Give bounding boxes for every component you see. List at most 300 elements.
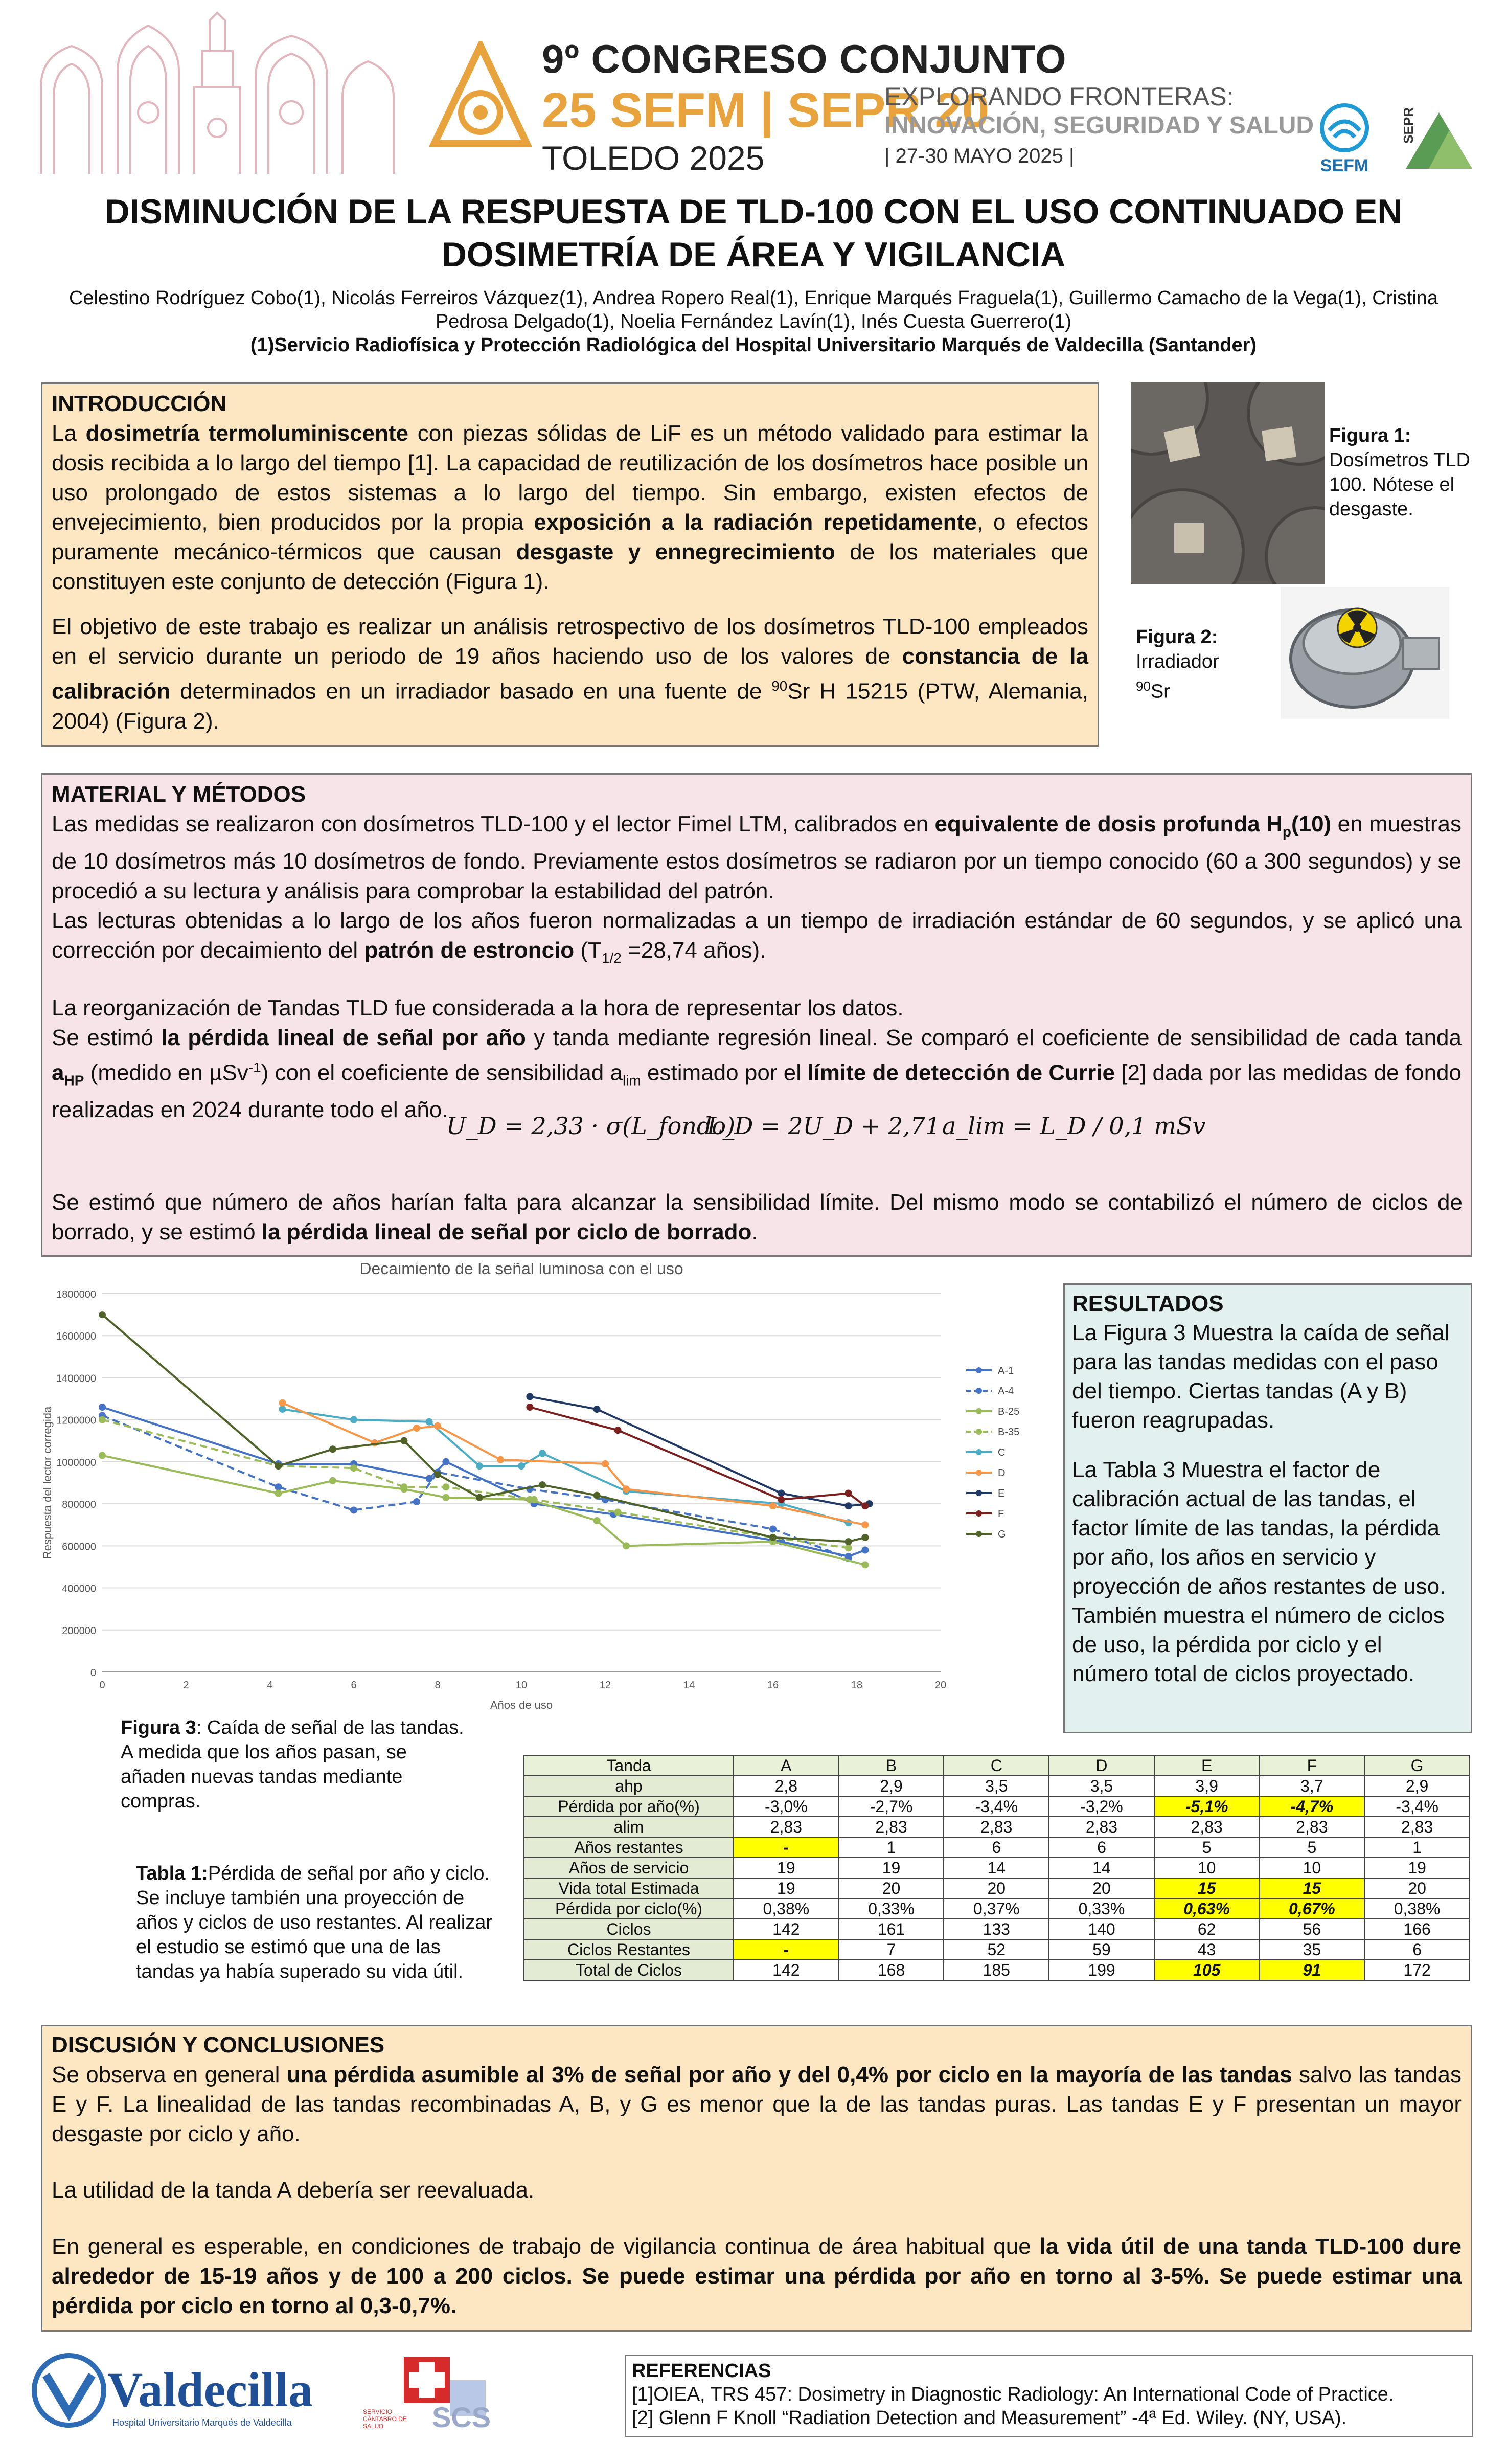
fig2-irradiator-photo xyxy=(1281,587,1449,719)
congress-location: TOLEDO 2025 xyxy=(542,139,765,177)
x-tick-label: 14 xyxy=(683,1680,695,1691)
table-cell: 0,63% xyxy=(1154,1898,1260,1919)
table-cell: 142 xyxy=(734,1919,839,1939)
references-section xyxy=(625,2355,1473,2437)
fig3-caption xyxy=(121,1715,473,1814)
table-cell: 142 xyxy=(734,1960,839,1980)
data-point-G xyxy=(593,1492,601,1499)
table-cell: -3,0% xyxy=(734,1796,839,1817)
data-point-B-25 xyxy=(275,1490,282,1497)
data-point-A-4 xyxy=(275,1483,282,1490)
x-tick-label: 0 xyxy=(99,1680,105,1691)
data-point-G xyxy=(539,1481,546,1488)
scs-logo xyxy=(353,2352,506,2439)
table-cell: 3,9 xyxy=(1154,1776,1260,1796)
table-header-cell: F xyxy=(1260,1755,1365,1776)
sefm-logo-icon xyxy=(1319,102,1370,153)
bold-run: la vida útil de una tanda TLD-100 dure alrededor de 15-19 años y de 100 a 200 ciclos. Se puede estimar una pérdida por año en torno al 3-5%. Se puede estimar una pérdida por ciclo en torno al 0,3-0,7%. xyxy=(52,2234,1462,2318)
data-point-G xyxy=(99,1311,106,1318)
y-tick-label: 1800000 xyxy=(56,1289,96,1300)
text-run: lim xyxy=(622,1072,641,1089)
sefm-logo-text: SEFM xyxy=(1320,156,1369,175)
fig2-caption-text1: Irradiador xyxy=(1136,651,1219,672)
x-tick-label: 6 xyxy=(351,1680,357,1691)
data-point-G xyxy=(275,1462,282,1470)
legend-marker-E xyxy=(976,1490,982,1496)
table-cell: 2,83 xyxy=(944,1817,1049,1837)
table-cell: -3,2% xyxy=(1049,1796,1154,1817)
data-point-C xyxy=(476,1462,483,1470)
text-run: =28,74 años). xyxy=(621,937,766,963)
bold-run: constancia de la calibración xyxy=(52,644,1088,704)
table-cell: 185 xyxy=(944,1960,1049,1980)
text-run: En general es esperable, en condiciones de trabajo de vigilancia continua de área habitual que xyxy=(52,2234,1040,2259)
table-cell: 20 xyxy=(1049,1878,1154,1898)
table-cell: 15 xyxy=(1154,1878,1260,1898)
formula-ld xyxy=(707,1112,940,1140)
chart-title: Decaimiento de la señal luminosa con el uso xyxy=(359,1263,683,1278)
valdecilla-logo xyxy=(31,2352,317,2434)
y-tick-label: 1400000 xyxy=(56,1373,96,1385)
legend-label-E: E xyxy=(998,1488,1005,1499)
results-section xyxy=(1063,1283,1472,1733)
data-point-C xyxy=(426,1418,433,1426)
results-table xyxy=(523,1755,1470,1981)
formula-alim xyxy=(942,1112,1205,1140)
text-run: El objetivo de este trabajo es realizar un análisis retrospectivo de los dosímetros TLD-100 empleados en el servicio durante un periodo de 19 años haciendo uso de los valores de xyxy=(52,614,1088,669)
table-row-label: Pérdida por año(%) xyxy=(524,1796,734,1817)
data-point-D xyxy=(769,1502,777,1509)
discussion-paragraph-1 xyxy=(52,2060,1462,2149)
text-run: 1/2 xyxy=(601,950,622,966)
data-point-F xyxy=(614,1427,622,1434)
legend-label-A-1: A-1 xyxy=(998,1365,1014,1376)
x-tick-label: 2 xyxy=(183,1680,189,1691)
table-cell: 14 xyxy=(944,1858,1049,1878)
y-tick-label: 400000 xyxy=(62,1583,96,1595)
table-cell: 5 xyxy=(1260,1837,1365,1858)
table-row-label: Años restantes xyxy=(524,1837,734,1858)
data-point-A-1 xyxy=(861,1547,869,1554)
text-run: La utilidad de la tanda A debería ser reevaluada. xyxy=(52,2178,535,2203)
text-run: [2] dada por las medidas de fondo realizadas en 2024 durante todo el año. xyxy=(52,1060,1462,1123)
table-row xyxy=(524,1817,1470,1837)
text-run: Se estimó que número de años harían falta para alcanzar la sensibilidad límite. Del mismo modo se contabilizó el número de ciclos de borrado, y se estimó xyxy=(52,1190,1463,1245)
tagline-line1: EXPLORANDO FRONTERAS: xyxy=(884,82,1234,111)
bold-run: HP xyxy=(64,1072,84,1089)
table-cell: 2,9 xyxy=(1364,1776,1470,1796)
x-axis-label: Años de uso xyxy=(490,1699,553,1711)
text-run: 90 xyxy=(771,678,788,694)
authors xyxy=(31,286,1476,357)
text-run: determinados en un irradiador basado en una fuente de xyxy=(170,679,772,704)
table-cell: 43 xyxy=(1154,1939,1260,1960)
table-cell: -3,4% xyxy=(1364,1796,1470,1817)
data-point-D xyxy=(623,1485,630,1493)
table-cell: 1 xyxy=(839,1837,944,1858)
bold-run: a xyxy=(52,1060,64,1086)
table-row xyxy=(524,1796,1470,1817)
valdecilla-logo-icon xyxy=(31,2352,107,2429)
table-cell: - xyxy=(734,1939,839,1960)
table-cell: 19 xyxy=(1364,1858,1470,1878)
table-cell: 2,83 xyxy=(1154,1817,1260,1837)
legend-marker-D xyxy=(976,1470,982,1476)
data-point-G xyxy=(769,1534,777,1541)
sefm-logo xyxy=(1314,102,1375,176)
bold-run: equivalente de dosis profunda H xyxy=(934,811,1283,837)
methods-paragraph-2 xyxy=(52,906,1462,973)
data-point-E xyxy=(845,1502,852,1509)
table-row-label: alim xyxy=(524,1817,734,1837)
data-point-B-35 xyxy=(845,1544,852,1551)
references-heading: REFERENCIAS xyxy=(632,2360,771,2382)
y-tick-label: 1000000 xyxy=(56,1457,96,1468)
poster-title xyxy=(31,190,1476,276)
table-cell: 0,37% xyxy=(944,1898,1049,1919)
data-point-B-35 xyxy=(442,1483,449,1490)
table-header-cell: D xyxy=(1049,1755,1154,1776)
authors-line1: Celestino Rodríguez Cobo(1), Nicolás Ferreiros Vázquez(1), Andrea Ropero Real(1), Enrique Marqués Fraguela(1), Guillermo Camacho de la Vega(1), Cristina xyxy=(68,287,1438,309)
table-row-label: Vida total Estimada xyxy=(524,1878,734,1898)
congress-line2: 25 SEFM | SEPR 20 xyxy=(542,83,990,138)
table-cell: -2,7% xyxy=(839,1796,944,1817)
text-run: salvo las tandas E y F. La linealidad de las tandas recombinadas A, B, y G es menor que la de las tandas puras. Las tandas E y F presentan un mayor desgaste por ciclo y año. xyxy=(52,2062,1462,2146)
bold-run: (10) xyxy=(1291,811,1332,837)
table-cell: 2,83 xyxy=(734,1817,839,1837)
bold-run: exposición a la radiación repetidamente xyxy=(534,510,977,535)
table-cell: -5,1% xyxy=(1154,1796,1260,1817)
table-cell: 166 xyxy=(1364,1919,1470,1939)
data-point-E xyxy=(593,1406,601,1413)
table-cell: - xyxy=(734,1837,839,1858)
table-cell: 3,5 xyxy=(944,1776,1049,1796)
table-cell: 133 xyxy=(944,1919,1049,1939)
fig2-caption-sup: 90 xyxy=(1136,679,1151,694)
discussion-paragraph-3 xyxy=(52,2232,1462,2321)
table-cell: 19 xyxy=(734,1878,839,1898)
table-cell: 20 xyxy=(944,1878,1049,1898)
text-run: Sr H 15215 (PTW, Alemania, 2004) (Figura 2). xyxy=(52,679,1088,734)
series-line-G xyxy=(102,1315,865,1542)
fig2-caption xyxy=(1136,625,1274,704)
table-cell: 6 xyxy=(1364,1939,1470,1960)
fig2-caption-text2: Sr xyxy=(1150,681,1170,703)
x-tick-label: 16 xyxy=(767,1680,779,1691)
bold-run: desgaste y ennegrecimiento xyxy=(516,539,835,564)
congress-tagline xyxy=(884,82,1314,168)
table-cell: 2,83 xyxy=(839,1817,944,1837)
table-cell: 105 xyxy=(1154,1960,1260,1980)
table-header-cell: A xyxy=(734,1755,839,1776)
title-line2: DOSIMETRÍA DE ÁREA Y VIGILANCIA xyxy=(441,235,1066,274)
text-run: con piezas sólidas de LiF es un método validado para estimar la dosis recibida a lo largo del tiempo [1]. La capacidad de reutilización de los dosímetros hace posible un uso prolongado de estos sistemas a lo largo del tiempo. Sin embargo, existen efectos de envejecimiento, bien producidos por la propia xyxy=(52,421,1088,535)
x-tick-label: 12 xyxy=(599,1680,611,1691)
data-point-B-25 xyxy=(861,1561,869,1568)
reference-1: [1]OIEA, TRS 457: Dosimetry in Diagnostic Radiology: An International Code of Practice. xyxy=(632,2384,1394,2405)
table-cell: 0,33% xyxy=(1049,1898,1154,1919)
legend-marker-B-35 xyxy=(976,1429,982,1435)
authors-line2: Pedrosa Delgado(1), Noelia Fernández Lavín(1), Inés Cuesta Guerrero(1) xyxy=(435,311,1072,332)
congress-logo-icon xyxy=(429,41,532,148)
data-point-B-35 xyxy=(614,1509,622,1516)
bold-run: dosimetría termoluminiscente xyxy=(85,421,409,446)
table-cell: 1 xyxy=(1364,1837,1470,1858)
table-cell: 161 xyxy=(839,1919,944,1939)
data-point-F xyxy=(526,1404,533,1411)
table-cell: 59 xyxy=(1049,1939,1154,1960)
methods-paragraph-3 xyxy=(52,993,1462,1023)
text-run: , o efectos puramente mecánico-térmicos que causan xyxy=(52,510,1088,564)
table-row xyxy=(524,1878,1470,1898)
text-run: . xyxy=(751,1219,758,1245)
data-point-B-25 xyxy=(442,1494,449,1501)
table-cell: 2,8 xyxy=(734,1776,839,1796)
table-cell: 172 xyxy=(1364,1960,1470,1980)
table-row xyxy=(524,1960,1470,1980)
data-point-F xyxy=(845,1490,852,1497)
series-line-E xyxy=(530,1396,869,1506)
fig3-caption-text: : Caída de señal de las tandas. A medida que los años pasan, se añaden nuevas tandas mediante compras. xyxy=(121,1717,464,1812)
intro-heading: INTRODUCCIÓN xyxy=(52,391,227,416)
formula-ld-text: L_D = 2U_D + 2,71 xyxy=(707,1112,941,1140)
y-tick-label: 600000 xyxy=(62,1541,96,1553)
table-cell: 7 xyxy=(839,1939,944,1960)
table-cell: 52 xyxy=(944,1939,1049,1960)
sepr-logo-text: SEPR xyxy=(1401,107,1416,144)
table-cell: 5 xyxy=(1154,1837,1260,1858)
data-point-A-4 xyxy=(413,1498,420,1505)
signal-decay-chart xyxy=(31,1263,1033,1723)
data-point-G xyxy=(861,1534,869,1541)
table-row xyxy=(524,1776,1470,1796)
fig3-caption-label: Figura 3 xyxy=(121,1717,196,1738)
data-point-D xyxy=(413,1425,420,1432)
data-point-G xyxy=(845,1538,852,1545)
table-row-label: Total de Ciclos xyxy=(524,1960,734,1980)
data-point-E xyxy=(526,1393,533,1400)
table-cell: 20 xyxy=(1364,1878,1470,1898)
table-row-label: Ciclos Restantes xyxy=(524,1939,734,1960)
y-tick-label: 1600000 xyxy=(56,1331,96,1343)
text-run: -1 xyxy=(248,1059,261,1075)
x-tick-label: 20 xyxy=(934,1680,947,1691)
legend-marker-A-4 xyxy=(976,1388,982,1394)
data-point-D xyxy=(602,1460,609,1467)
table-header-cell: Tanda xyxy=(524,1755,734,1776)
data-point-F xyxy=(778,1496,785,1503)
table-cell: 3,5 xyxy=(1049,1776,1154,1796)
data-point-B-35 xyxy=(350,1464,357,1472)
bold-run: una pérdida asumible al 3% de señal por año y del 0,4% por ciclo en la mayoría de las tandas xyxy=(286,2062,1292,2087)
table1-caption xyxy=(136,1861,494,1984)
text-run: y tanda mediante regresión lineal. Se comparó el coeficiente de sensibilidad de cada tanda xyxy=(526,1025,1462,1050)
scs-subtitle: SERVICIO CÁNTABRO DE SALUD xyxy=(363,2408,407,2430)
legend-label-D: D xyxy=(998,1467,1006,1479)
legend-label-B-25: B-25 xyxy=(998,1406,1020,1417)
data-point-E xyxy=(778,1490,785,1497)
data-point-B-35 xyxy=(400,1483,407,1490)
data-point-A-4 xyxy=(769,1525,777,1532)
bold-run: patrón de estroncio xyxy=(364,937,575,963)
text-run: ) con el coeficiente de sensibilidad a xyxy=(261,1060,623,1086)
table-cell: 140 xyxy=(1049,1919,1154,1939)
table-cell: -4,7% xyxy=(1260,1796,1365,1817)
data-point-D xyxy=(861,1521,869,1528)
table-cell: 62 xyxy=(1154,1919,1260,1939)
discussion-paragraph-2 xyxy=(52,2176,1462,2205)
formula-ud-text: U_D = 2,33 · σ(L_fondo) xyxy=(446,1112,736,1140)
x-tick-label: 8 xyxy=(435,1680,441,1691)
table-header-cell: E xyxy=(1154,1755,1260,1776)
data-point-B-25 xyxy=(329,1477,336,1484)
table-cell: 2,83 xyxy=(1049,1817,1154,1837)
table-cell: 0,33% xyxy=(839,1898,944,1919)
text-run: en muestras de 10 dosímetros más 10 dosímetros de fondo. Previamente estos dosímetros se radiaron por un tiempo conocido (60 a 300 segundos) y se procedió a su lectura y análisis para comprobar la estabilidad del patrón. xyxy=(52,811,1462,903)
table-cell: 91 xyxy=(1260,1960,1365,1980)
data-point-G xyxy=(476,1494,483,1501)
data-point-A-1 xyxy=(442,1458,449,1465)
formula-alim-text: a_lim = L_D / 0,1 mSv xyxy=(942,1112,1206,1140)
text-run: de los materiales que constituyen este conjunto de detección (Figura 1). xyxy=(52,539,1088,594)
results-paragraph-2: La Tabla 3 Muestra el factor de calibración actual de las tandas, el factor límite de las tandas, la pérdida por año, los años en servicio y proyección de años restantes de uso. También muestra el número de ciclos de uso, la pérdida por ciclo y el número total de ciclos proyectado. xyxy=(1072,1457,1446,1686)
y-axis-label: Respuesta del lector corregida xyxy=(41,1406,54,1559)
data-point-D xyxy=(434,1422,441,1430)
results-paragraph-1: La Figura 3 Muestra la caída de señal para las tandas medidas con el paso del tiempo. Ciertas tandas (A y B) fueron reagrupadas. xyxy=(1072,1320,1450,1433)
data-point-B-25 xyxy=(99,1452,106,1459)
table-row-label: Años de servicio xyxy=(524,1858,734,1878)
intro-paragraph-2 xyxy=(52,612,1088,736)
text-run: Las medidas se realizaron con dosímetros TLD-100 y el lector Fimel LTM, calibrados en xyxy=(52,811,935,837)
x-tick-label: 4 xyxy=(267,1680,273,1691)
data-point-F xyxy=(861,1502,869,1509)
bold-run: límite de detección de Currie xyxy=(807,1060,1115,1086)
table-cell: 2,9 xyxy=(839,1776,944,1796)
data-point-G xyxy=(329,1445,336,1453)
bold-run: la pérdida lineal de señal por año xyxy=(161,1025,526,1050)
legend-label-A-4: A-4 xyxy=(998,1386,1014,1397)
legend-marker-A-1 xyxy=(976,1367,982,1373)
series-line-A-1 xyxy=(102,1407,865,1556)
affiliation: (1)Servicio Radiofísica y Protección Radiológica del Hospital Universitario Marqués de Valdecilla (Santander) xyxy=(250,334,1257,356)
data-point-D xyxy=(279,1399,286,1407)
table-cell: 0,67% xyxy=(1260,1898,1365,1919)
scs-label: SCS xyxy=(432,2401,491,2433)
table-row xyxy=(524,1919,1470,1939)
intro-section xyxy=(41,382,1099,747)
table-cell: 10 xyxy=(1260,1858,1365,1878)
table-cell: 199 xyxy=(1049,1960,1154,1980)
table-cell: -3,4% xyxy=(944,1796,1049,1817)
data-point-C xyxy=(279,1406,286,1413)
text-run: (medido en µSv xyxy=(84,1060,248,1086)
x-tick-label: 10 xyxy=(515,1680,528,1691)
text-run: Las lecturas obtenidas a lo largo de los años fueron normalizadas a un tiempo de irradiación estándar de 60 segundos, y se aplicó una corrección por decaimiento del xyxy=(52,908,1462,963)
results-heading: RESULTADOS xyxy=(1072,1291,1224,1316)
table-cell: 35 xyxy=(1260,1939,1365,1960)
methods-paragraph-1 xyxy=(52,809,1462,906)
table-header-row xyxy=(524,1755,1470,1776)
table-cell: 15 xyxy=(1260,1878,1365,1898)
table-cell: 6 xyxy=(944,1837,1049,1858)
methods-paragraph-4 xyxy=(52,1023,1462,1125)
text-run: Se estimó xyxy=(52,1025,162,1050)
table-row xyxy=(524,1898,1470,1919)
data-point-B-35 xyxy=(99,1416,106,1423)
table-cell: 14 xyxy=(1049,1858,1154,1878)
reference-2: [2] Glenn F Knoll “Radiation Detection and Measurement” -4ª Ed. Wiley. (NY, USA). xyxy=(632,2407,1347,2429)
valdecilla-subtitle: Hospital Universitario Marqués de Valdecilla xyxy=(112,2417,292,2428)
text-run: Se observa en general xyxy=(52,2062,287,2087)
table-cell: 20 xyxy=(839,1878,944,1898)
fig2-caption-label: Figura 2: xyxy=(1136,626,1218,648)
data-point-B-25 xyxy=(593,1517,601,1524)
table-cell: 10 xyxy=(1154,1858,1260,1878)
table-cell: 2,83 xyxy=(1260,1817,1365,1837)
data-point-C xyxy=(539,1450,546,1457)
table-row-label: Ciclos xyxy=(524,1919,734,1939)
legend-marker-F xyxy=(976,1510,982,1517)
series-line-F xyxy=(530,1407,865,1506)
tagline-line2: INNOVACIÓN, SEGURIDAD Y SALUD xyxy=(884,112,1314,139)
table-cell: 0,38% xyxy=(734,1898,839,1919)
table-header-cell: G xyxy=(1364,1755,1470,1776)
bold-run: p xyxy=(1282,823,1292,840)
methods-heading: MATERIAL Y MÉTODOS xyxy=(52,782,306,807)
text-run: La xyxy=(52,421,86,446)
sepr-logo xyxy=(1401,107,1482,179)
text-run: (T xyxy=(574,937,602,963)
table-row xyxy=(524,1837,1470,1858)
fig1-tld-photo xyxy=(1131,382,1325,584)
data-point-G xyxy=(434,1471,441,1478)
table-row-label: ahp xyxy=(524,1776,734,1796)
data-point-B-25 xyxy=(623,1542,630,1549)
table-row xyxy=(524,1939,1470,1960)
bold-run: la pérdida lineal de señal por ciclo de borrado xyxy=(261,1219,752,1245)
table-cell: 2,83 xyxy=(1364,1817,1470,1837)
table-header-cell: C xyxy=(944,1755,1049,1776)
table-cell: 19 xyxy=(734,1858,839,1878)
series-line-B-25 xyxy=(102,1456,865,1565)
series-line-A-4 xyxy=(102,1415,849,1558)
table-row-label: Pérdida por ciclo(%) xyxy=(524,1898,734,1919)
fig1-caption-label: Figura 1: xyxy=(1329,425,1411,446)
fig1-caption-text: Dosímetros TLD 100. Nótese el desgaste. xyxy=(1329,449,1470,520)
data-point-A-1 xyxy=(426,1475,433,1482)
table1-caption-text: Pérdida de señal por año y ciclo. Se incluye también una proyección de años y ciclos de uso restantes. Al realizar el estudio se estimó que una de las tandas ya había superado su vida útil. xyxy=(136,1863,493,1982)
legend-label-C: C xyxy=(998,1447,1006,1458)
data-point-D xyxy=(497,1456,504,1463)
text-run: estimado por el xyxy=(641,1060,808,1086)
legend-label-F: F xyxy=(998,1508,1004,1520)
table-row xyxy=(524,1858,1470,1878)
table-cell: 6 xyxy=(1049,1837,1154,1858)
methods-paragraph-5-wrap xyxy=(52,1188,1463,1247)
data-point-A-1 xyxy=(99,1404,106,1411)
data-point-C xyxy=(518,1462,525,1470)
table-header-cell: B xyxy=(839,1755,944,1776)
data-point-C xyxy=(350,1416,357,1423)
table-cell: 56 xyxy=(1260,1919,1365,1939)
table-cell: 19 xyxy=(839,1858,944,1878)
legend-marker-G xyxy=(976,1531,982,1537)
valdecilla-name: Valdecilla xyxy=(107,2362,313,2417)
methods-section xyxy=(41,773,1472,1257)
congress-dates: | 27-30 MAYO 2025 | xyxy=(884,145,1075,167)
y-tick-label: 200000 xyxy=(62,1625,96,1637)
discussion-section xyxy=(41,2025,1472,2332)
